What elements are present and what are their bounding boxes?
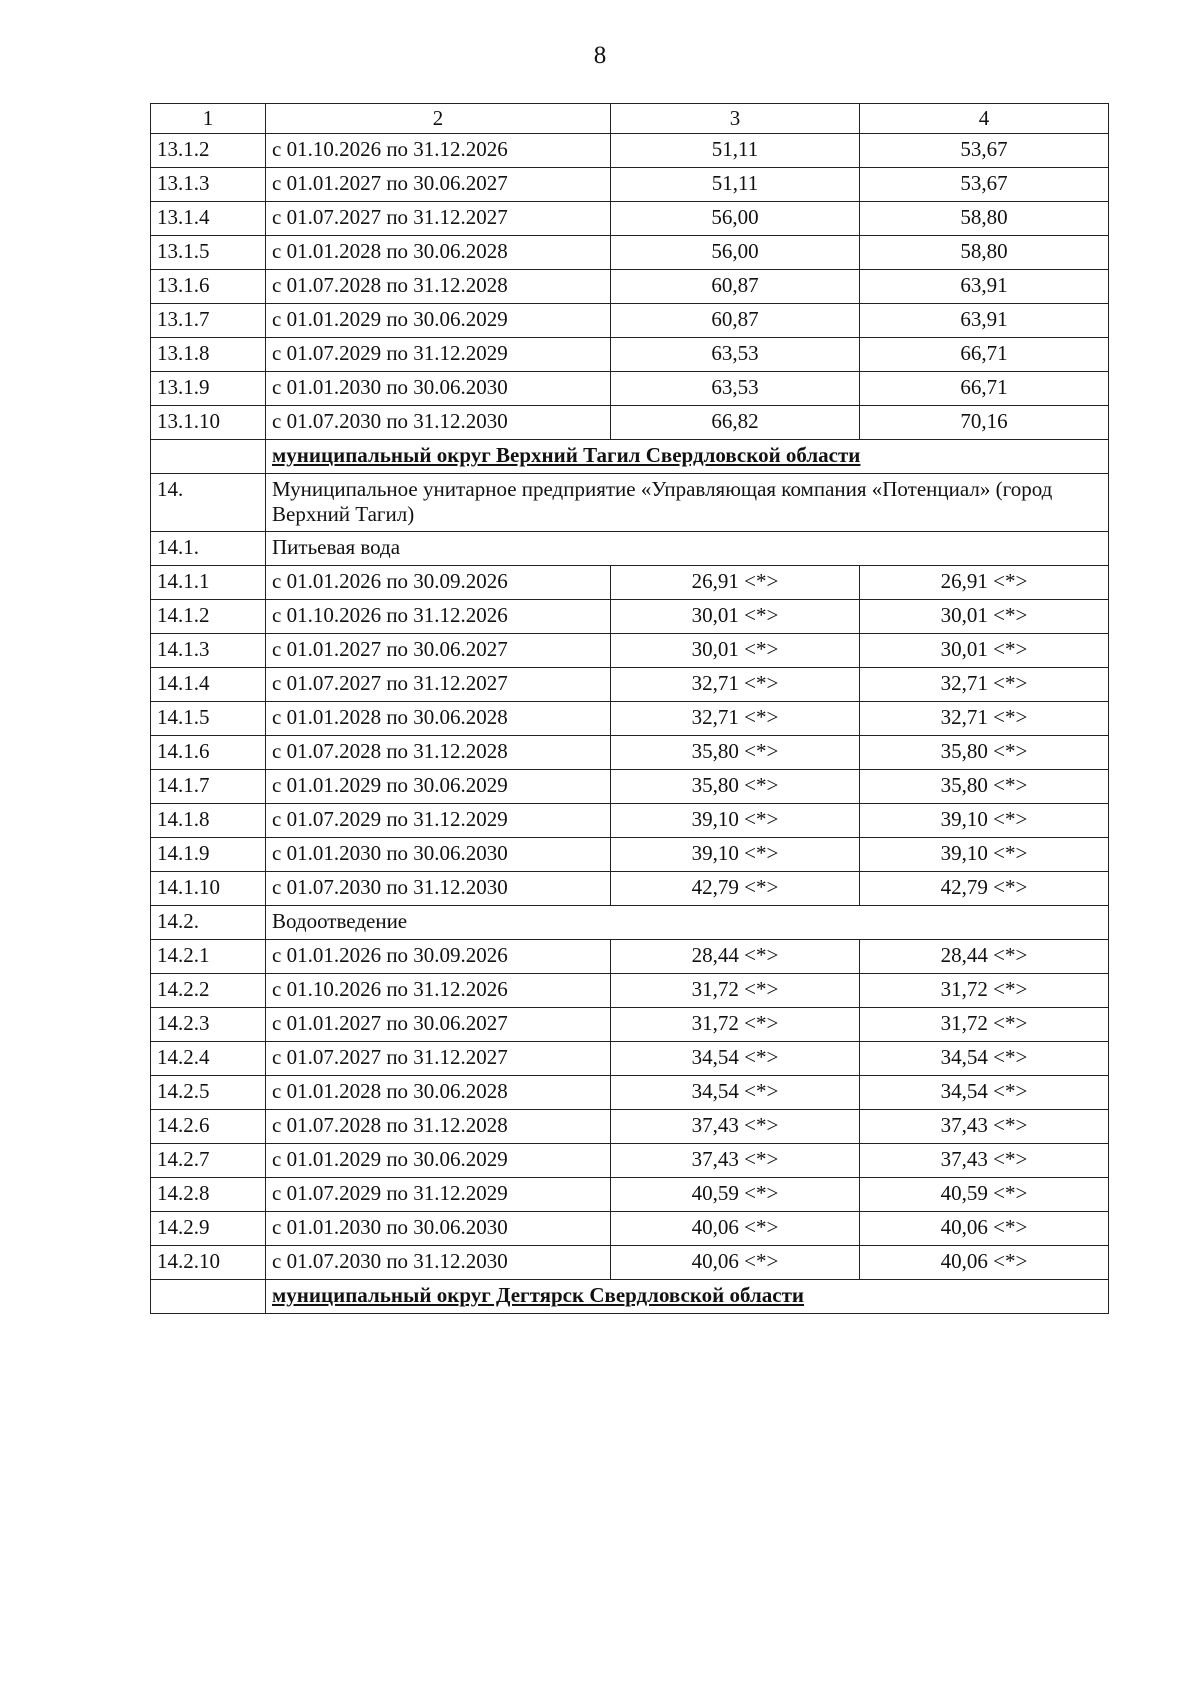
row-number <box>151 440 266 474</box>
row-period: с 01.01.2029 по 30.06.2029 <box>266 304 611 338</box>
row-number: 13.1.10 <box>151 406 266 440</box>
row-period: с 01.10.2026 по 31.12.2026 <box>266 973 611 1007</box>
table-row <box>151 270 1109 304</box>
row-value-col4: 39,10 <*> <box>860 803 1109 837</box>
row-value-col3: 37,43 <*> <box>611 1143 860 1177</box>
row-value-col3: 56,00 <box>611 236 860 270</box>
row-value-col4: 39,10 <*> <box>860 837 1109 871</box>
row-number: 13.1.6 <box>151 270 266 304</box>
row-number: 14.1.2 <box>151 599 266 633</box>
row-value-col4: 58,80 <box>860 202 1109 236</box>
row-number: 13.1.2 <box>151 134 266 168</box>
group-title: Питьевая вода <box>266 531 1109 565</box>
row-value-col3: 32,71 <*> <box>611 701 860 735</box>
row-number: 14. <box>151 474 266 531</box>
row-value-col3: 30,01 <*> <box>611 633 860 667</box>
row-value-col4: 63,91 <box>860 270 1109 304</box>
row-value-col4: 66,71 <box>860 338 1109 372</box>
row-period: с 01.07.2030 по 31.12.2030 <box>266 1245 611 1279</box>
row-value-col3: 31,72 <*> <box>611 973 860 1007</box>
row-value-col4: 40,06 <*> <box>860 1245 1109 1279</box>
row-number: 13.1.5 <box>151 236 266 270</box>
row-period: с 01.07.2029 по 31.12.2029 <box>266 338 611 372</box>
row-value-col3: 63,53 <box>611 338 860 372</box>
row-period: с 01.01.2030 по 30.06.2030 <box>266 837 611 871</box>
table-row <box>151 304 1109 338</box>
row-value-col4: 31,72 <*> <box>860 973 1109 1007</box>
row-value-col4: 40,59 <*> <box>860 1177 1109 1211</box>
row-value-col4: 34,54 <*> <box>860 1041 1109 1075</box>
table-row <box>151 633 1109 667</box>
section-title: муниципальный округ Дегтярск Свердловской области <box>266 1279 1109 1313</box>
row-value-col4: 32,71 <*> <box>860 667 1109 701</box>
row-value-col3: 56,00 <box>611 202 860 236</box>
row-period: с 01.10.2026 по 31.12.2026 <box>266 134 611 168</box>
row-number: 14.1.10 <box>151 871 266 905</box>
row-number: 14.2.7 <box>151 1143 266 1177</box>
row-number: 14.2.6 <box>151 1109 266 1143</box>
row-period: с 01.07.2028 по 31.12.2028 <box>266 270 611 304</box>
table-row <box>151 1177 1109 1211</box>
row-period: с 01.01.2028 по 30.06.2028 <box>266 1075 611 1109</box>
row-period: с 01.07.2029 по 31.12.2029 <box>266 803 611 837</box>
row-value-col3: 60,87 <box>611 304 860 338</box>
row-number: 13.1.4 <box>151 202 266 236</box>
row-number: 14.2.9 <box>151 1211 266 1245</box>
table-header-row <box>151 104 1109 134</box>
table-row <box>151 1007 1109 1041</box>
row-value-col4: 53,67 <box>860 168 1109 202</box>
section-header-row <box>151 440 1109 474</box>
row-period: с 01.01.2030 по 30.06.2030 <box>266 372 611 406</box>
table-row <box>151 134 1109 168</box>
row-number: 14.1.5 <box>151 701 266 735</box>
row-number: 14.1.9 <box>151 837 266 871</box>
row-value-col3: 40,59 <*> <box>611 1177 860 1211</box>
row-number: 14.2.1 <box>151 939 266 973</box>
table-row <box>151 973 1109 1007</box>
row-value-col3: 39,10 <*> <box>611 837 860 871</box>
row-period: с 01.10.2026 по 31.12.2026 <box>266 599 611 633</box>
table-row <box>151 406 1109 440</box>
table-row <box>151 803 1109 837</box>
row-value-col3: 26,91 <*> <box>611 565 860 599</box>
row-value-col4: 37,43 <*> <box>860 1109 1109 1143</box>
row-period: с 01.07.2030 по 31.12.2030 <box>266 406 611 440</box>
row-value-col3: 31,72 <*> <box>611 1007 860 1041</box>
row-value-col3: 34,54 <*> <box>611 1041 860 1075</box>
row-value-col4: 70,16 <box>860 406 1109 440</box>
row-number: 14.2.3 <box>151 1007 266 1041</box>
section-header-row <box>151 1279 1109 1313</box>
row-number: 14.1. <box>151 531 266 565</box>
row-value-col4: 30,01 <*> <box>860 599 1109 633</box>
group-row <box>151 905 1109 939</box>
row-value-col4: 26,91 <*> <box>860 565 1109 599</box>
row-period: с 01.07.2027 по 31.12.2027 <box>266 667 611 701</box>
row-value-col4: 35,80 <*> <box>860 769 1109 803</box>
row-number: 14.2. <box>151 905 266 939</box>
tariff-table <box>150 103 1109 1314</box>
table-row <box>151 1143 1109 1177</box>
table-row <box>151 701 1109 735</box>
row-number: 14.1.1 <box>151 565 266 599</box>
row-period: с 01.01.2029 по 30.06.2029 <box>266 1143 611 1177</box>
row-period: с 01.01.2028 по 30.06.2028 <box>266 701 611 735</box>
row-value-col4: 28,44 <*> <box>860 939 1109 973</box>
row-value-col3: 40,06 <*> <box>611 1245 860 1279</box>
table-row <box>151 871 1109 905</box>
row-number: 14.1.3 <box>151 633 266 667</box>
row-period: с 01.01.2029 по 30.06.2029 <box>266 769 611 803</box>
row-number: 13.1.3 <box>151 168 266 202</box>
table-row <box>151 939 1109 973</box>
row-value-col3: 60,87 <box>611 270 860 304</box>
row-value-col3: 34,54 <*> <box>611 1075 860 1109</box>
row-value-col3: 51,11 <box>611 168 860 202</box>
row-value-col4: 35,80 <*> <box>860 735 1109 769</box>
table-row <box>151 338 1109 372</box>
row-number: 14.1.6 <box>151 735 266 769</box>
table-row <box>151 202 1109 236</box>
group-title: Водоотведение <box>266 905 1109 939</box>
table-row <box>151 1041 1109 1075</box>
row-value-col3: 32,71 <*> <box>611 667 860 701</box>
header-cell: 3 <box>611 104 860 134</box>
row-value-col3: 51,11 <box>611 134 860 168</box>
row-value-col3: 28,44 <*> <box>611 939 860 973</box>
row-number: 13.1.9 <box>151 372 266 406</box>
row-period: с 01.07.2029 по 31.12.2029 <box>266 1177 611 1211</box>
row-value-col3: 35,80 <*> <box>611 769 860 803</box>
row-number: 14.2.2 <box>151 973 266 1007</box>
row-value-col4: 30,01 <*> <box>860 633 1109 667</box>
row-value-col4: 53,67 <box>860 134 1109 168</box>
table-row <box>151 1109 1109 1143</box>
table-row <box>151 735 1109 769</box>
table-row <box>151 372 1109 406</box>
table-row <box>151 565 1109 599</box>
row-value-col4: 40,06 <*> <box>860 1211 1109 1245</box>
page-number: 8 <box>593 42 607 69</box>
row-value-col3: 66,82 <box>611 406 860 440</box>
table-row <box>151 168 1109 202</box>
row-period: с 01.07.2030 по 31.12.2030 <box>266 871 611 905</box>
row-period: с 01.01.2027 по 30.06.2027 <box>266 1007 611 1041</box>
row-value-col4: 31,72 <*> <box>860 1007 1109 1041</box>
row-value-col4: 37,43 <*> <box>860 1143 1109 1177</box>
row-value-col4: 32,71 <*> <box>860 701 1109 735</box>
row-value-col4: 66,71 <box>860 372 1109 406</box>
organization-row <box>151 474 1109 531</box>
row-period: с 01.01.2026 по 30.09.2026 <box>266 939 611 973</box>
row-number: 14.1.7 <box>151 769 266 803</box>
row-value-col3: 37,43 <*> <box>611 1109 860 1143</box>
header-cell: 4 <box>860 104 1109 134</box>
row-period: с 01.01.2030 по 30.06.2030 <box>266 1211 611 1245</box>
table-row <box>151 1075 1109 1109</box>
row-number <box>151 1279 266 1313</box>
organization-name: Муниципальное унитарное предприятие «Управляющая компания «Потенциал» (город Верхний Тагил) <box>266 474 1109 531</box>
header-cell: 1 <box>151 104 266 134</box>
table-row <box>151 667 1109 701</box>
row-number: 14.1.8 <box>151 803 266 837</box>
row-value-col3: 63,53 <box>611 372 860 406</box>
row-number: 14.1.4 <box>151 667 266 701</box>
header-cell: 2 <box>266 104 611 134</box>
row-value-col3: 40,06 <*> <box>611 1211 860 1245</box>
row-number: 14.2.10 <box>151 1245 266 1279</box>
row-number: 14.2.4 <box>151 1041 266 1075</box>
row-period: с 01.01.2026 по 30.09.2026 <box>266 565 611 599</box>
row-value-col4: 58,80 <box>860 236 1109 270</box>
row-period: с 01.07.2028 по 31.12.2028 <box>266 1109 611 1143</box>
row-value-col3: 30,01 <*> <box>611 599 860 633</box>
row-value-col4: 63,91 <box>860 304 1109 338</box>
tariff-table-body <box>151 104 1109 1314</box>
row-period: с 01.01.2027 по 30.06.2027 <box>266 168 611 202</box>
row-number: 14.2.5 <box>151 1075 266 1109</box>
row-period: с 01.07.2027 по 31.12.2027 <box>266 202 611 236</box>
row-number: 14.2.8 <box>151 1177 266 1211</box>
section-title: муниципальный округ Верхний Тагил Свердловской области <box>266 440 1109 474</box>
table-row <box>151 599 1109 633</box>
row-period: с 01.01.2027 по 30.06.2027 <box>266 633 611 667</box>
group-row <box>151 531 1109 565</box>
row-period: с 01.07.2027 по 31.12.2027 <box>266 1041 611 1075</box>
table-row <box>151 236 1109 270</box>
row-number: 13.1.8 <box>151 338 266 372</box>
row-period: с 01.01.2028 по 30.06.2028 <box>266 236 611 270</box>
row-value-col3: 42,79 <*> <box>611 871 860 905</box>
row-value-col3: 39,10 <*> <box>611 803 860 837</box>
row-value-col3: 35,80 <*> <box>611 735 860 769</box>
table-row <box>151 1245 1109 1279</box>
row-value-col4: 42,79 <*> <box>860 871 1109 905</box>
row-value-col4: 34,54 <*> <box>860 1075 1109 1109</box>
table-row <box>151 1211 1109 1245</box>
row-number: 13.1.7 <box>151 304 266 338</box>
row-period: с 01.07.2028 по 31.12.2028 <box>266 735 611 769</box>
table-row <box>151 769 1109 803</box>
table-row <box>151 837 1109 871</box>
